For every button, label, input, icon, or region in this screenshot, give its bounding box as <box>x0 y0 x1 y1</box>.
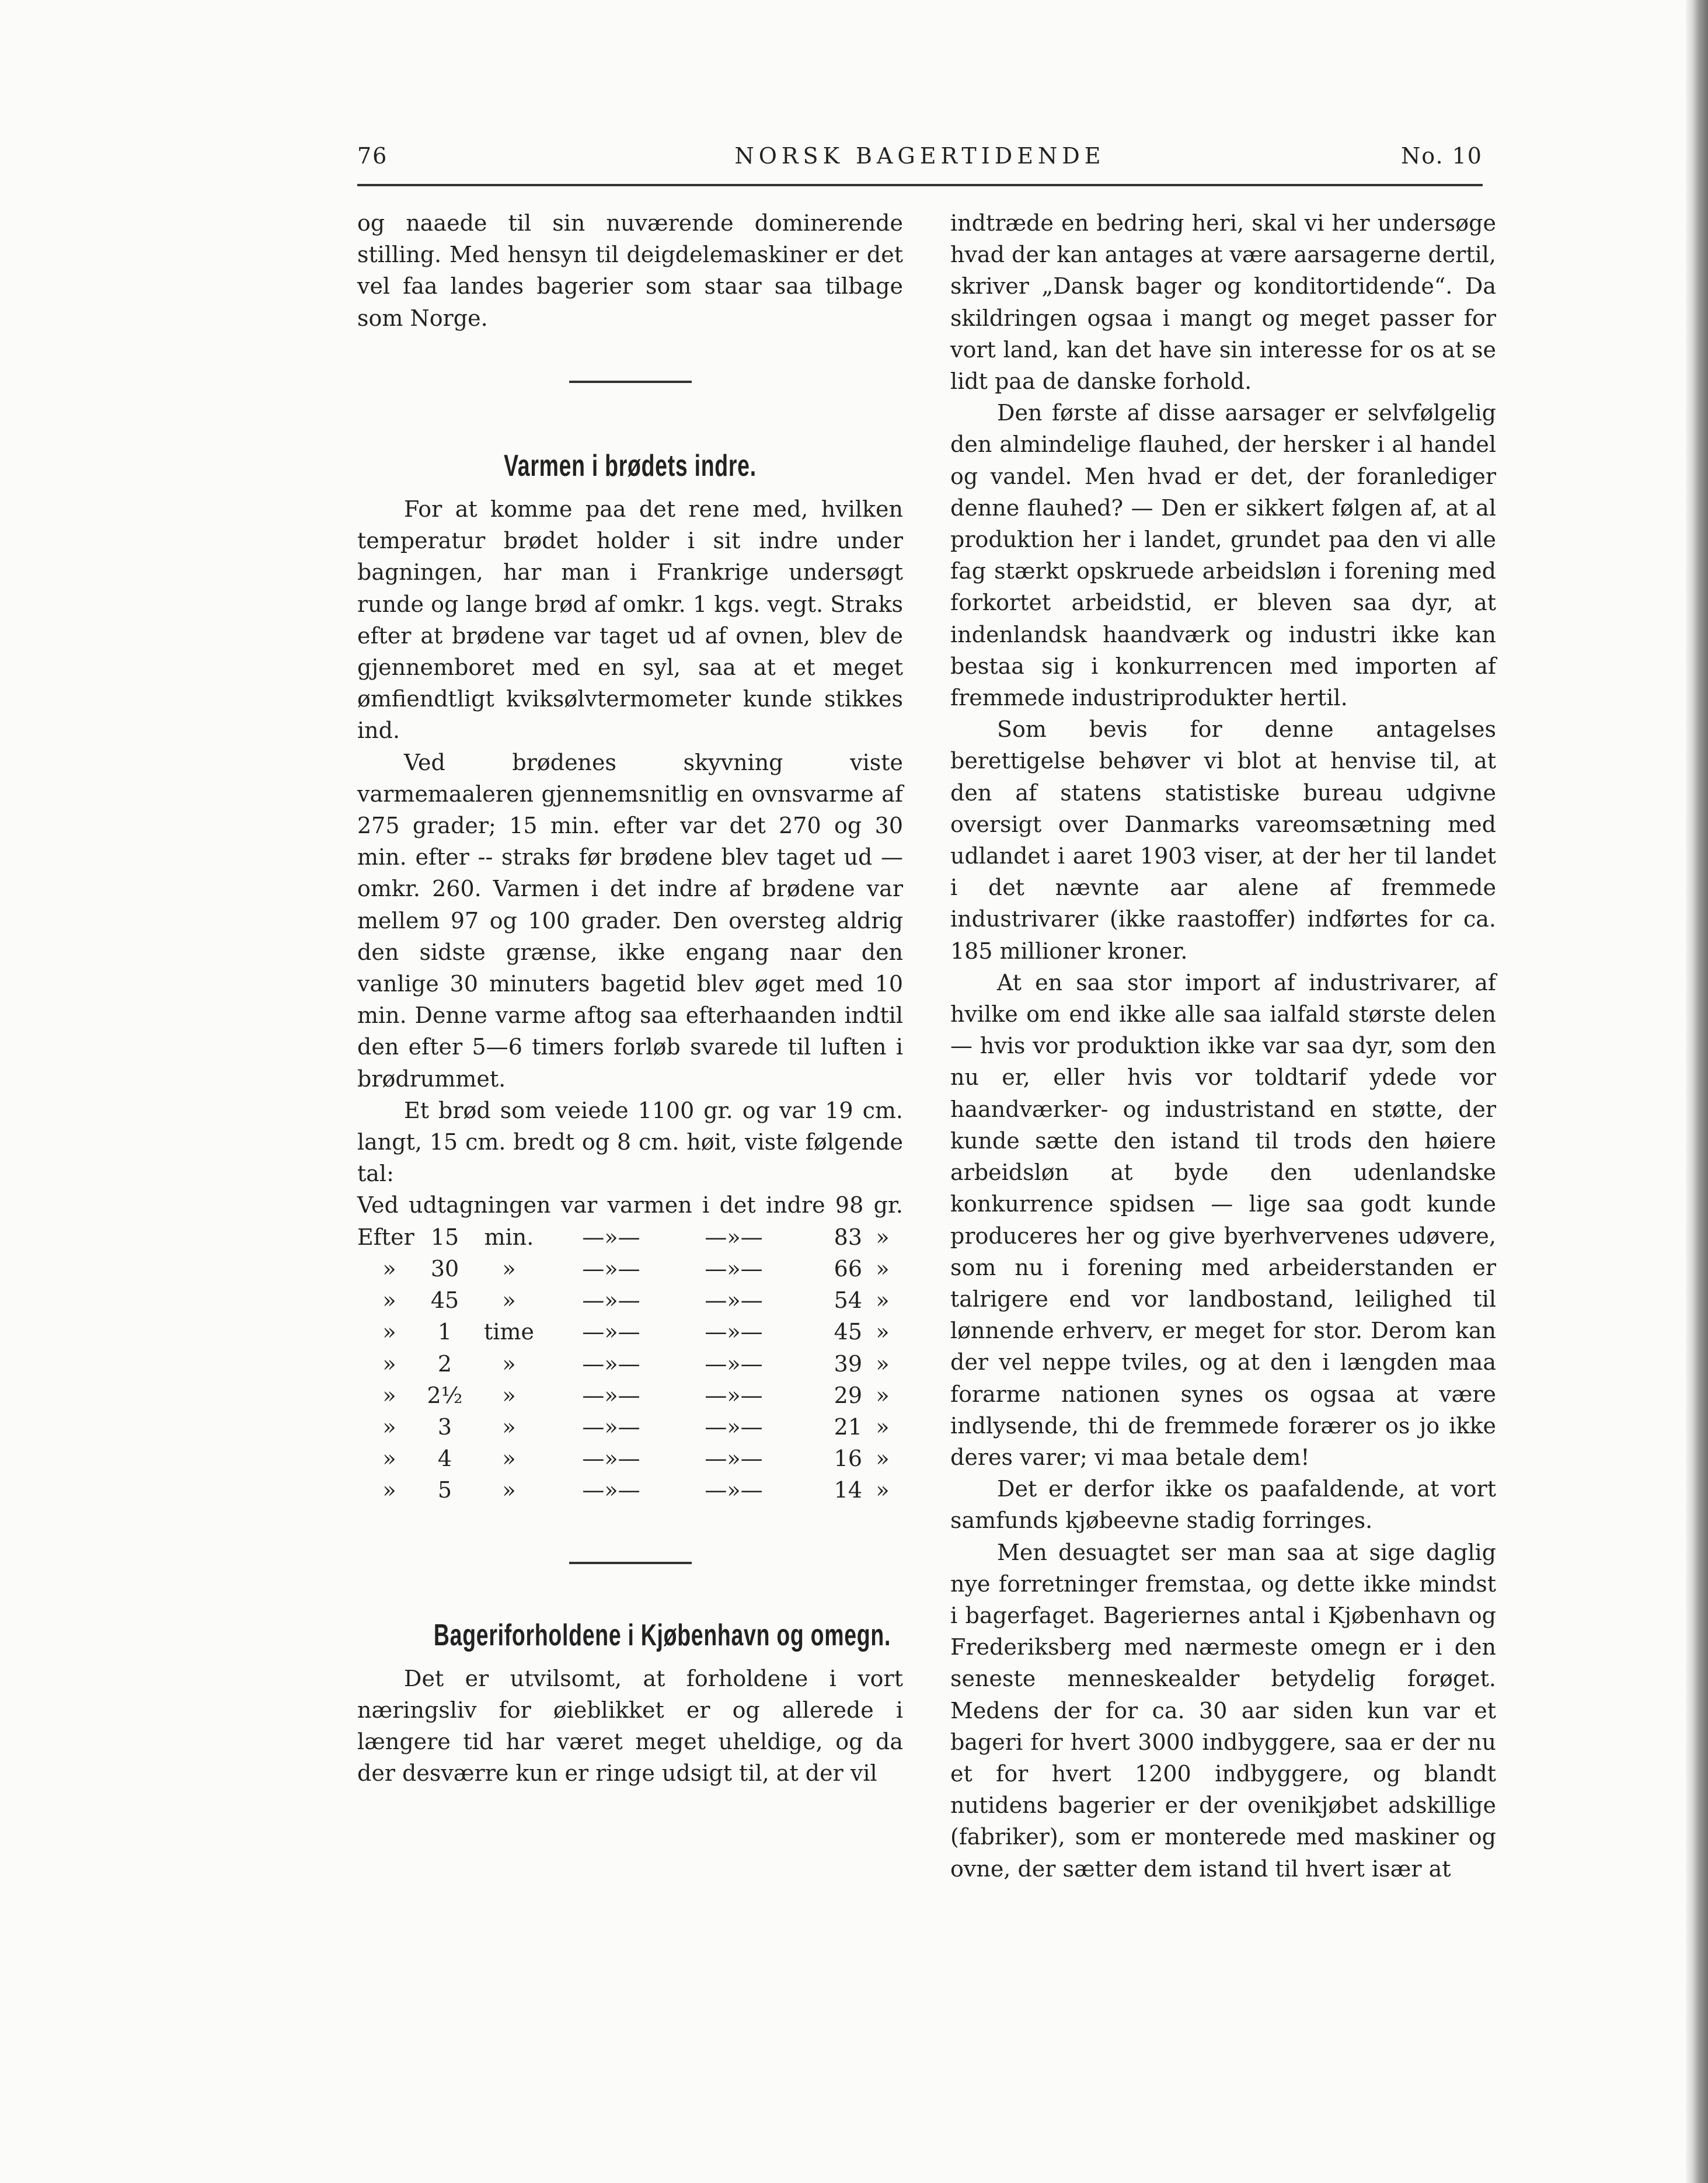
temperature-table <box>357 1221 903 1506</box>
table-cell: » <box>502 1287 516 1314</box>
table-cell: 45 <box>834 1319 862 1345</box>
table-cell: 30 <box>430 1255 459 1282</box>
table-cell: 14 <box>834 1477 862 1503</box>
table-cell: 21 <box>834 1413 862 1440</box>
table-cell: 5 <box>437 1477 452 1503</box>
issue-number: No. 10 <box>1401 143 1483 169</box>
table-cell: » <box>502 1255 516 1282</box>
table-row <box>357 1380 903 1411</box>
table-lead: Ved udtagningen var varmen i det indre 98 gr. <box>357 1192 903 1218</box>
left-column <box>357 207 903 1789</box>
table-cell: » <box>502 1382 516 1408</box>
table-cell: Efter <box>357 1224 414 1250</box>
journal-title: NORSK BAGERTIDENDE <box>734 143 1106 169</box>
table-row <box>357 1348 903 1380</box>
table-cell: —»— <box>705 1477 763 1503</box>
table-cell: —»— <box>582 1287 640 1314</box>
table-cell: 39 <box>834 1350 862 1377</box>
right-column <box>950 207 1496 1885</box>
table-cell: » <box>382 1477 396 1503</box>
table-cell: » <box>876 1255 890 1282</box>
page-header <box>357 143 1483 178</box>
table-cell: —»— <box>705 1287 763 1314</box>
table-cell: » <box>382 1255 396 1282</box>
article2-paragraph-3: Den første af disse aarsager er selvfølgelig den almindelige flauhed, der hersker i al handel og vandel. Men hvad er det, der foranlediger denne flauhed? — Den er sikkert følgen af, at al produktion her i landet, grundet paa den vi alle fag stærkt opskruede arbeidsløn i forening med forkortet arbeidstid, er bleven saa dyr, at indenlandsk haandværk og industri ikke kan bestaa sig i konkurrencen med importen af fremmede industriprodukter hertil. <box>950 400 1496 711</box>
scan-edge-shadow <box>1686 0 1708 2183</box>
article-heading-2: Bageriforholdene i Kjøbenhavn og omegn. <box>433 1618 891 1652</box>
table-cell: » <box>502 1350 516 1377</box>
table-cell: 54 <box>834 1287 862 1314</box>
table-cell: » <box>876 1224 890 1250</box>
table-cell: » <box>382 1382 396 1408</box>
table-cell: —»— <box>705 1319 763 1345</box>
table-row <box>357 1284 903 1316</box>
table-row <box>357 1316 903 1348</box>
table-cell: —»— <box>705 1255 763 1282</box>
table-cell: » <box>382 1446 396 1472</box>
article1-paragraph-2: Ved brødenes skyvning viste varmemaaleren gjennemsnitlig en ovnsvarme af 275 grader; 15 min. efter var det 270 og 30 min. efter -- straks før brødene blev taget ud — omkr. 260. Varmen i det indre af brødene var mellem 97 og 100 grader. Den oversteg aldrig den sidste grænse, ikke engang naar den vanlige 30 minuters bagetid blev øget med 10 min. Denne varme aftog saa efterhaanden indtil den efter 5—6 timers forløb svarede til luften i brødrummet. <box>357 749 903 1092</box>
table-cell: min. <box>484 1224 534 1250</box>
table-cell: » <box>382 1287 396 1314</box>
table-cell: » <box>502 1477 516 1503</box>
table-cell: —»— <box>705 1350 763 1377</box>
table-cell: 3 <box>437 1413 452 1440</box>
table-cell: » <box>876 1319 890 1345</box>
article2-paragraph-4: Som bevis for denne antagelses berettigelse behøver vi blot at henvise til, at den af statens statistiske bureau udgivne oversigt over Danmarks vareomsætning med udlandet i aaret 1903 viser, at der her til landet i det nævnte aar alene af fremmede industrivarer (ikke raastoffer) indførtes for ca. 185 millioner kroner. <box>950 716 1496 964</box>
intro-paragraph: og naaede til sin nuværende dominerende stilling. Med hensyn til deigdelemaskiner er det vel faa landes bagerier som staar saa tilbage som Norge. <box>357 210 903 331</box>
article2-paragraph-1: Det er utvilsomt, at forholdene i vort næringsliv for øieblikket er og allerede i længere tid har været meget uheldige, og da der desværre kun er ringe udsigt til, at der vil <box>357 1665 903 1787</box>
table-cell: 16 <box>834 1446 862 1472</box>
table-cell: 83 <box>834 1224 862 1250</box>
table-cell: » <box>382 1319 396 1345</box>
table-cell: » <box>502 1413 516 1440</box>
table-row <box>357 1221 903 1253</box>
table-row <box>357 1411 903 1443</box>
table-row <box>357 1474 903 1506</box>
table-cell: 15 <box>430 1224 459 1250</box>
article2-paragraph-5: At en saa stor import af industrivarer, af hvilke om end ikke alle saa ialfald største delen — hvis vor produktion ikke var saa dyr, som den nu er, eller hvis vor toldtarif ydede vor haandværker- og industristand en støtte, der kunde sætte den istand til trods den høiere arbeidsløn at byde den udenlandske konkurrence spidsen — lige saa godt kunde produceres her og give byerhvervenes udøvere, som nu i forening med arbeiderstanden er talrigere end vor landbostand, leilighed til lønnende erhverv, er meget for stor. Derom kan der vel neppe tviles, og at den i længden maa forarme nationen synes os ogsaa at være indlysende, thi de fremmede forærer os jo ikke deres varer; vi maa betale dem! <box>950 969 1496 1470</box>
article-heading-1: Varmen i brødets indre. <box>504 448 757 483</box>
article1-paragraph-1: For at komme paa det rene med, hvilken temperatur brødet holder i sit indre under bagningen, har man i Frankrige undersøgt runde og lange brød af omkr. 1 kgs. vegt. Straks efter at brødene var taget ud af ovnen, blev de gjennemboret med en syl, saa at et meget ømfiendtligt kviksølvtermometer kunde stikkes ind. <box>357 496 903 744</box>
article2-paragraph-2: indtræde en bedring heri, skal vi her undersøge hvad der kan antages at være aarsagerne dertil, skriver „Dansk bager og konditortidende“. Da skildringen ogsaa i mangt og meget passer for vort land, kan det have sin interesse for os at se lidt paa de danske forhold. <box>950 210 1496 395</box>
table-cell: 45 <box>430 1287 459 1314</box>
table-cell: » <box>876 1350 890 1377</box>
table-cell: —»— <box>705 1224 763 1250</box>
table-cell: 66 <box>834 1255 862 1282</box>
table-cell: » <box>876 1446 890 1472</box>
table-cell: » <box>876 1413 890 1440</box>
header-rule <box>357 184 1483 186</box>
table-cell: —»— <box>582 1477 640 1503</box>
table-cell: —»— <box>582 1382 640 1408</box>
table-cell: —»— <box>582 1319 640 1345</box>
article2-paragraph-6: Det er derfor ikke os paafaldende, at vort samfunds kjøbeevne stadig forringes. <box>950 1476 1496 1534</box>
table-cell: time <box>484 1319 534 1345</box>
table-cell: 2½ <box>427 1382 463 1408</box>
table-cell: —»— <box>582 1350 640 1377</box>
table-cell: —»— <box>582 1413 640 1440</box>
article2-paragraph-7: Men desuagtet ser man saa at sige daglig nye forretninger fremstaa, og dette ikke mindst i bagerfaget. Bageriernes antal i Kjøbenhavn og Frederiksberg med nærmeste omegn er i den seneste menneskealder betydelig forøget. Medens der for ca. 30 aar siden kun var et bageri for hvert 3000 indbyggere, saa er der nu et for hvert 1200 indbyggere, og blandt nutidens bagerier er der ovenikjøbet adskillige (fabriker), som er monterede med maskiner og ovne, der sætter dem istand til hvert især at <box>950 1539 1496 1882</box>
table-cell: —»— <box>582 1255 640 1282</box>
table-cell: » <box>382 1350 396 1377</box>
table-cell: » <box>876 1477 890 1503</box>
page-number: 76 <box>357 143 388 169</box>
table-row <box>357 1443 903 1474</box>
table-cell: » <box>502 1446 516 1472</box>
table-cell: —»— <box>705 1382 763 1408</box>
table-cell: —»— <box>705 1446 763 1472</box>
table-cell: 29 <box>834 1382 862 1408</box>
table-row <box>357 1253 903 1284</box>
table-cell: » <box>876 1287 890 1314</box>
table-cell: —»— <box>582 1224 640 1250</box>
table-cell: 4 <box>437 1446 452 1472</box>
table-cell: —»— <box>705 1413 763 1440</box>
table-cell: —»— <box>582 1446 640 1472</box>
table-cell: 1 <box>437 1319 452 1345</box>
article1-paragraph-3: Et brød som veiede 1100 gr. og var 19 cm. langt, 15 cm. bredt og 8 cm. høit, viste følgende tal: <box>357 1097 903 1187</box>
table-cell: » <box>876 1382 890 1408</box>
table-cell: 2 <box>437 1350 452 1377</box>
table-cell: » <box>382 1413 396 1440</box>
